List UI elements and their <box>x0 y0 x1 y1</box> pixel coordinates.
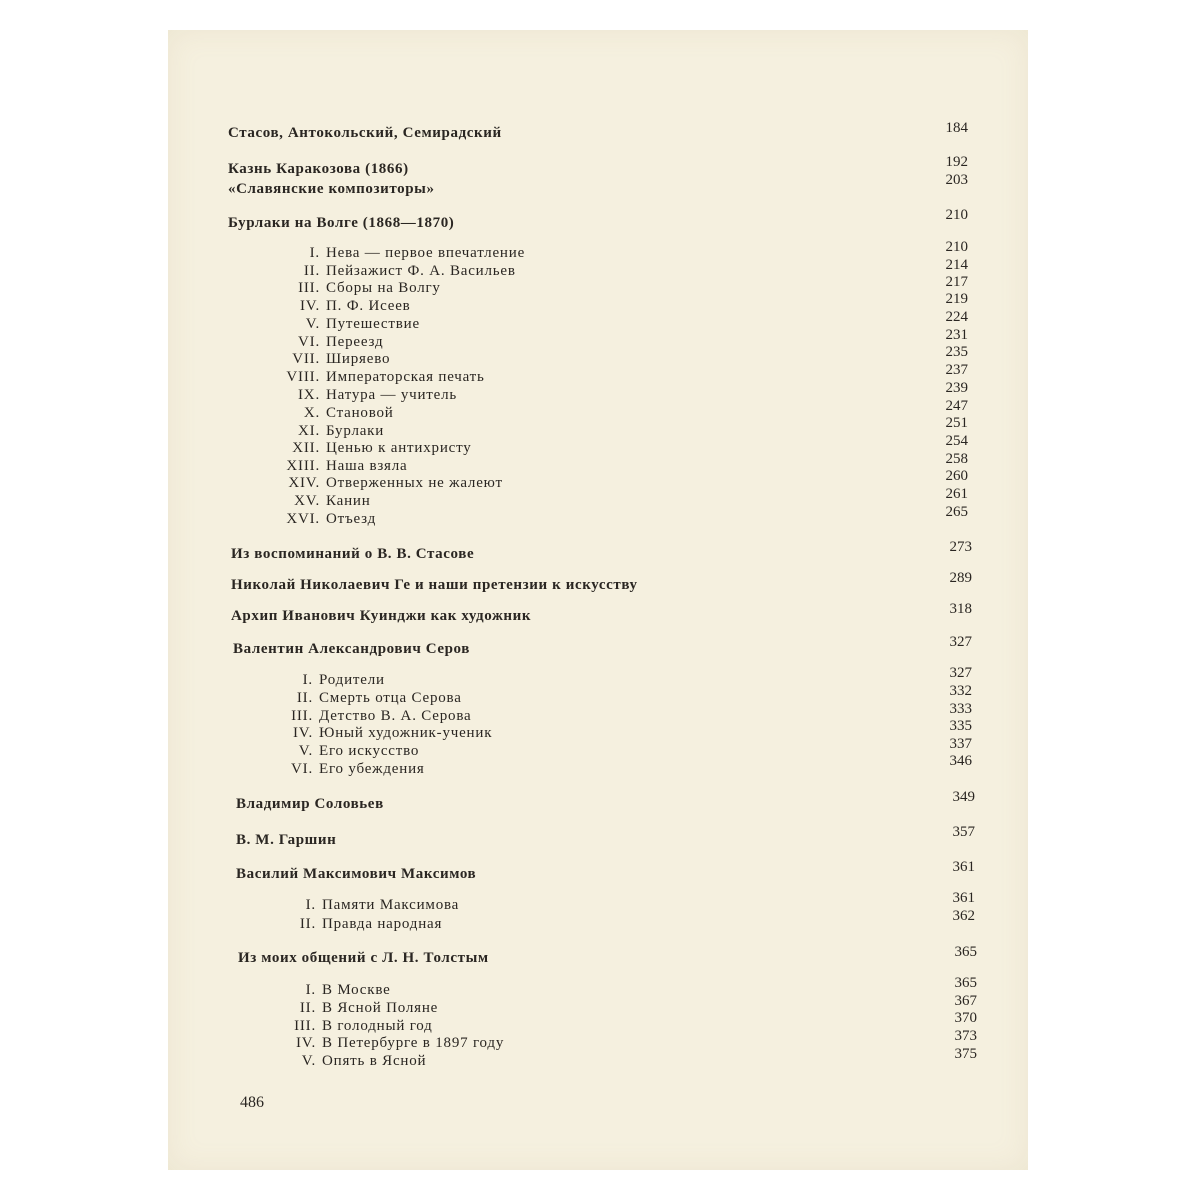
subentry-title: Сборы на Волгу <box>326 280 441 296</box>
toc-entry-page: 192 <box>945 154 968 170</box>
toc-entry-page: 203 <box>945 172 968 188</box>
toc-subentry-page: 224 <box>945 309 968 325</box>
roman-numeral: V. <box>301 1053 316 1069</box>
toc-subentry <box>260 279 441 297</box>
roman-numeral: III. <box>294 1018 316 1034</box>
toc-entry-page: 365 <box>954 944 977 960</box>
toc-subentry-page: 332 <box>949 683 972 699</box>
subentry-title: Канин <box>326 493 371 509</box>
roman-numeral: III. <box>298 280 320 296</box>
roman-numeral: IX. <box>298 387 320 403</box>
subentry-title: Становой <box>326 405 394 421</box>
roman-numeral: II. <box>303 263 320 279</box>
subentry-title: Смерть отца Серова <box>319 690 462 706</box>
roman-numeral: VI. <box>291 761 313 777</box>
book-page <box>168 30 1028 1170</box>
toc-entry-title: Владимир Соловьев <box>236 796 384 812</box>
subentry-title: П. Ф. Исеев <box>326 298 411 314</box>
subentry-title: Правда народная <box>322 916 443 932</box>
toc-entry-title: В. М. Гаршин <box>236 832 337 848</box>
roman-numeral: I. <box>305 897 316 913</box>
toc-subentry <box>260 404 394 422</box>
toc-subentry-page: 217 <box>945 274 968 290</box>
toc-entry-page: 210 <box>945 207 968 223</box>
toc-subentry-page: 237 <box>945 362 968 378</box>
subentry-title: Ценью к антихристу <box>326 440 472 456</box>
subentry-title: Ширяево <box>326 351 391 367</box>
toc-subentry-page: 235 <box>945 344 968 360</box>
toc-subentry-page: 231 <box>945 327 968 343</box>
roman-numeral: IV. <box>295 1035 316 1051</box>
subentry-title: Наша взяла <box>326 458 408 474</box>
subentry-title: Родители <box>319 672 385 688</box>
toc-subentry <box>260 297 411 315</box>
toc-subentry <box>260 315 420 333</box>
subentry-title: Его искусство <box>319 743 420 759</box>
toc-subentry-page: 265 <box>945 504 968 520</box>
subentry-title: Переезд <box>326 334 384 350</box>
toc-subentry-page: 362 <box>952 908 975 924</box>
toc-subentry <box>256 981 391 999</box>
roman-numeral: V. <box>305 316 320 332</box>
roman-numeral: III. <box>291 708 313 724</box>
roman-numeral: IV. <box>292 725 313 741</box>
toc-entry-page: 361 <box>952 859 975 875</box>
toc-entry-title: Стасов, Антокольский, Семирадский <box>228 125 502 141</box>
toc-subentry <box>256 1052 426 1070</box>
toc-entry-title: Казнь Каракозова (1866) <box>228 161 409 177</box>
roman-numeral: VII. <box>292 351 320 367</box>
toc-subentry <box>260 439 472 457</box>
toc-subentry <box>256 915 442 933</box>
subentry-title: В Москве <box>322 982 391 998</box>
toc-subentry-page: 251 <box>945 415 968 431</box>
toc-subentry-page: 247 <box>945 398 968 414</box>
toc-subentry <box>256 896 459 914</box>
toc-subentry-page: 365 <box>954 975 977 991</box>
toc-subentry-page: 346 <box>949 753 972 769</box>
toc-entry-title: Николай Николаевич Ге и наши претензии к искусству <box>231 577 638 593</box>
roman-numeral: V. <box>298 743 313 759</box>
subentry-title: Памяти Максимова <box>322 897 460 913</box>
toc-entry-title: Василий Максимович Максимов <box>236 866 477 882</box>
toc-entry-page: 318 <box>949 601 972 617</box>
toc-subentry-page: 219 <box>945 291 968 307</box>
toc-subentry-page: 260 <box>945 468 968 484</box>
toc-subentry <box>260 422 384 440</box>
toc-subentry-page: 333 <box>949 701 972 717</box>
roman-numeral: XII. <box>292 440 320 456</box>
subentry-title: Бурлаки <box>326 423 385 439</box>
subentry-title: Детство В. А. Серова <box>319 708 472 724</box>
toc-subentry-page: 254 <box>945 433 968 449</box>
toc-subentry <box>256 1034 504 1052</box>
toc-subentry <box>253 707 471 725</box>
roman-numeral: II. <box>296 690 313 706</box>
subentry-title: Отверженных не жалеют <box>326 475 503 491</box>
subentry-title: В Петербурге в 1897 году <box>322 1035 505 1051</box>
page-number: 486 <box>240 1094 264 1111</box>
toc-subentry-page: 335 <box>949 718 972 734</box>
subentry-title: Императорская печать <box>326 369 485 385</box>
toc-subentry <box>256 999 438 1017</box>
roman-numeral: XIV. <box>288 475 320 491</box>
toc-subentry <box>260 510 376 528</box>
subentry-title: Путешествие <box>326 316 420 332</box>
subentry-title: Отъезд <box>326 511 377 527</box>
toc-entry-title: Из воспоминаний о В. В. Стасове <box>231 546 475 562</box>
toc-entry-page: 273 <box>949 539 972 555</box>
toc-subentry <box>253 760 425 778</box>
roman-numeral: XV. <box>294 493 320 509</box>
toc-entry-title: Валентин Александрович Серов <box>233 641 470 657</box>
toc-subentry <box>260 386 457 404</box>
roman-numeral: II. <box>299 916 316 932</box>
toc-entry-title: Бурлаки на Волге (1868—1870) <box>228 215 455 231</box>
toc-subentry <box>253 671 385 689</box>
toc-subentry-page: 258 <box>945 451 968 467</box>
roman-numeral: IV. <box>299 298 320 314</box>
toc-entry-title: Из моих общений с Л. Н. Толстым <box>238 950 489 966</box>
toc-subentry-page: 375 <box>954 1046 977 1062</box>
toc-subentry-page: 210 <box>945 239 968 255</box>
toc-subentry-page: 261 <box>945 486 968 502</box>
roman-numeral: I. <box>309 245 320 261</box>
toc-subentry <box>260 244 525 262</box>
roman-numeral: VI. <box>298 334 320 350</box>
subentry-title: В Ясной Поляне <box>322 1000 439 1016</box>
subentry-title: Юный художник-ученик <box>319 725 493 741</box>
subentry-title: Пейзажист Ф. А. Васильев <box>326 263 516 279</box>
subentry-title: Натура — учитель <box>326 387 458 403</box>
subentry-title: В голодный год <box>322 1018 433 1034</box>
toc-subentry <box>260 350 390 368</box>
roman-numeral: XVI. <box>286 511 320 527</box>
toc-subentry <box>260 474 503 492</box>
toc-subentry <box>256 1017 433 1035</box>
roman-numeral: X. <box>303 405 320 421</box>
subentry-title: Опять в Ясной <box>322 1053 427 1069</box>
toc-entry-page: 327 <box>949 634 972 650</box>
toc-entry-page: 357 <box>952 824 975 840</box>
subentry-title: Нева — первое впечатление <box>326 245 526 261</box>
toc-subentry <box>260 492 371 510</box>
toc-subentry-page: 327 <box>949 665 972 681</box>
toc-entry-page: 289 <box>949 570 972 586</box>
toc-subentry <box>253 724 492 742</box>
roman-numeral: VIII. <box>286 369 320 385</box>
toc-subentry <box>260 457 408 475</box>
toc-subentry <box>253 689 462 707</box>
toc-subentry-page: 367 <box>954 993 977 1009</box>
toc-subentry-page: 239 <box>945 380 968 396</box>
toc-subentry-page: 373 <box>954 1028 977 1044</box>
toc-subentry <box>260 333 383 351</box>
toc-entry-page: 349 <box>952 789 975 805</box>
toc-subentry <box>253 742 419 760</box>
toc-subentry-page: 370 <box>954 1010 977 1026</box>
toc-subentry-page: 214 <box>945 257 968 273</box>
toc-subentry <box>260 262 516 280</box>
toc-subentry-page: 337 <box>949 736 972 752</box>
toc-entry-title: Архип Иванович Куинджи как художник <box>231 608 532 624</box>
toc-subentry-page: 361 <box>952 890 975 906</box>
roman-numeral: XI. <box>298 423 320 439</box>
toc-entry-title: «Славянские композиторы» <box>228 181 435 197</box>
roman-numeral: I. <box>302 672 313 688</box>
subentry-title: Его убеждения <box>319 761 425 777</box>
roman-numeral: XIII. <box>286 458 320 474</box>
roman-numeral: I. <box>305 982 316 998</box>
roman-numeral: II. <box>299 1000 316 1016</box>
toc-subentry <box>260 368 485 386</box>
toc-entry-page: 184 <box>945 120 968 136</box>
